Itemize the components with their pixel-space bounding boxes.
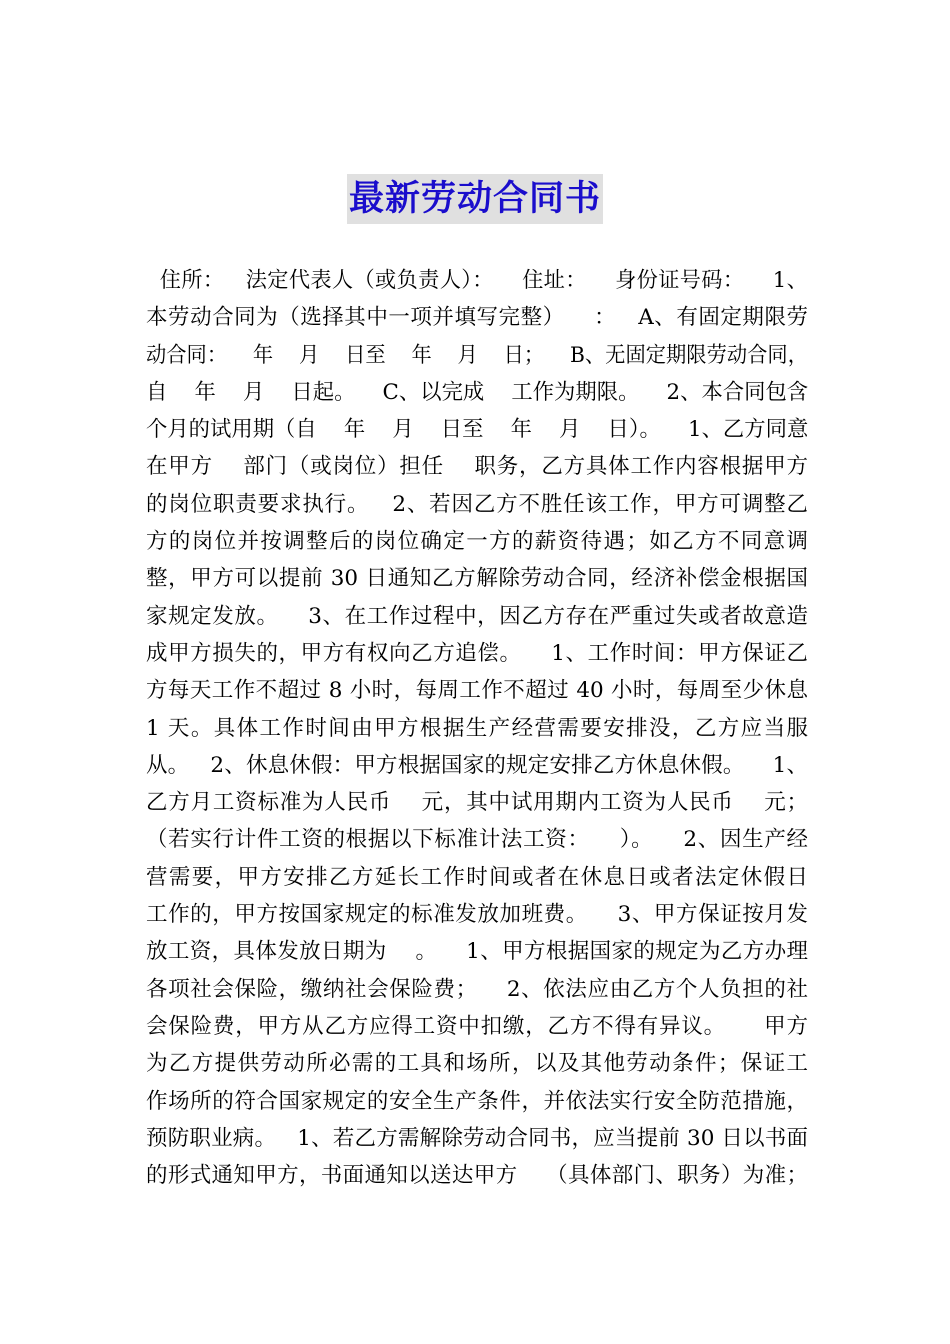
body-line: 住所： 法定代表人（或负责人）： 住址： 身份证号码： 1、 [159,268,808,293]
body-line: 动合同： 年 月 日至 年 月 日； B、无固定期限劳动合同， [146,342,808,368]
body-line: 为乙方提供劳动所必需的工具和场所，以及其他劳动条件；保证工 [146,1051,808,1077]
title-container [0,174,950,224]
body-line: 会保险费，甲方从乙方应得工资中扣缴，乙方不得有异议。 甲方 [146,1013,808,1039]
body-line: 的岗位职责要求执行。 2、若因乙方不胜任该工作，甲方可调整乙 [146,491,808,517]
document-body [146,262,808,1194]
body-line: 个月的试用期（自 年 月 日至 年 月 日）。 1、乙方同意 [146,417,809,443]
body-line: （若实行计件工资的根据以下标准计法工资： ）。 2、因生产经 [146,827,808,853]
body-line: 1 天。具体工作时间由甲方根据生产经营需要安排没，乙方应当服 [146,715,808,741]
body-line: 作场所的符合国家规定的安全生产条件，并依法实行安全防范措施， [146,1088,808,1114]
body-line: 各项社会保险，缴纳社会保险费； 2、依法应由乙方个人负担的社 [146,976,808,1002]
body-line: 的形式通知甲方，书面通知以送达甲方 （具体部门、职务）为准； [146,1163,808,1189]
body-line: 方每天工作不超过 8 小时，每周工作不超过 40 小时，每周至少休息 [146,678,808,704]
body-line: 从。 2、休息休假：甲方根据国家的规定安排乙方休息休假。 1、 [146,752,808,778]
body-line: 本劳动合同为（选择其中一项并填写完整） ： A、有固定期限劳 [146,305,808,331]
body-line: 自 年 月 日起。 C、以完成 工作为期限。 2、本合同包含 [146,379,809,405]
body-line: 成甲方损失的，甲方有权向乙方追偿。 1、工作时间：甲方保证乙 [146,640,808,666]
body-line: 乙方月工资标准为人民币 元，其中试用期内工资为人民币 元； [146,790,808,816]
body-line: 在甲方 部门（或岗位）担任 职务，乙方具体工作内容根据甲方 [146,454,808,480]
body-line: 整，甲方可以提前 30 日通知乙方解除劳动合同，经济补偿金根据国 [146,566,808,592]
body-line: 营需要，甲方安排乙方延长工作时间或者在休息日或者法定休假日 [146,864,808,890]
document-title: 最新劳动合同书 [347,174,603,224]
body-line: 家规定发放。 3、在工作过程中，因乙方存在严重过失或者故意造 [146,603,808,629]
body-line: 工作的，甲方按国家规定的标准发放加班费。 3、甲方保证按月发 [146,902,808,928]
body-line: 方的岗位并按调整后的岗位确定一方的薪资待遇；如乙方不同意调 [146,529,808,555]
body-line: 预防职业病。 1、若乙方需解除劳动合同书，应当提前 30 日以书面 [146,1125,808,1151]
body-line: 放工资，具体发放日期为 。 1、甲方根据国家的规定为乙方办理 [146,939,808,965]
